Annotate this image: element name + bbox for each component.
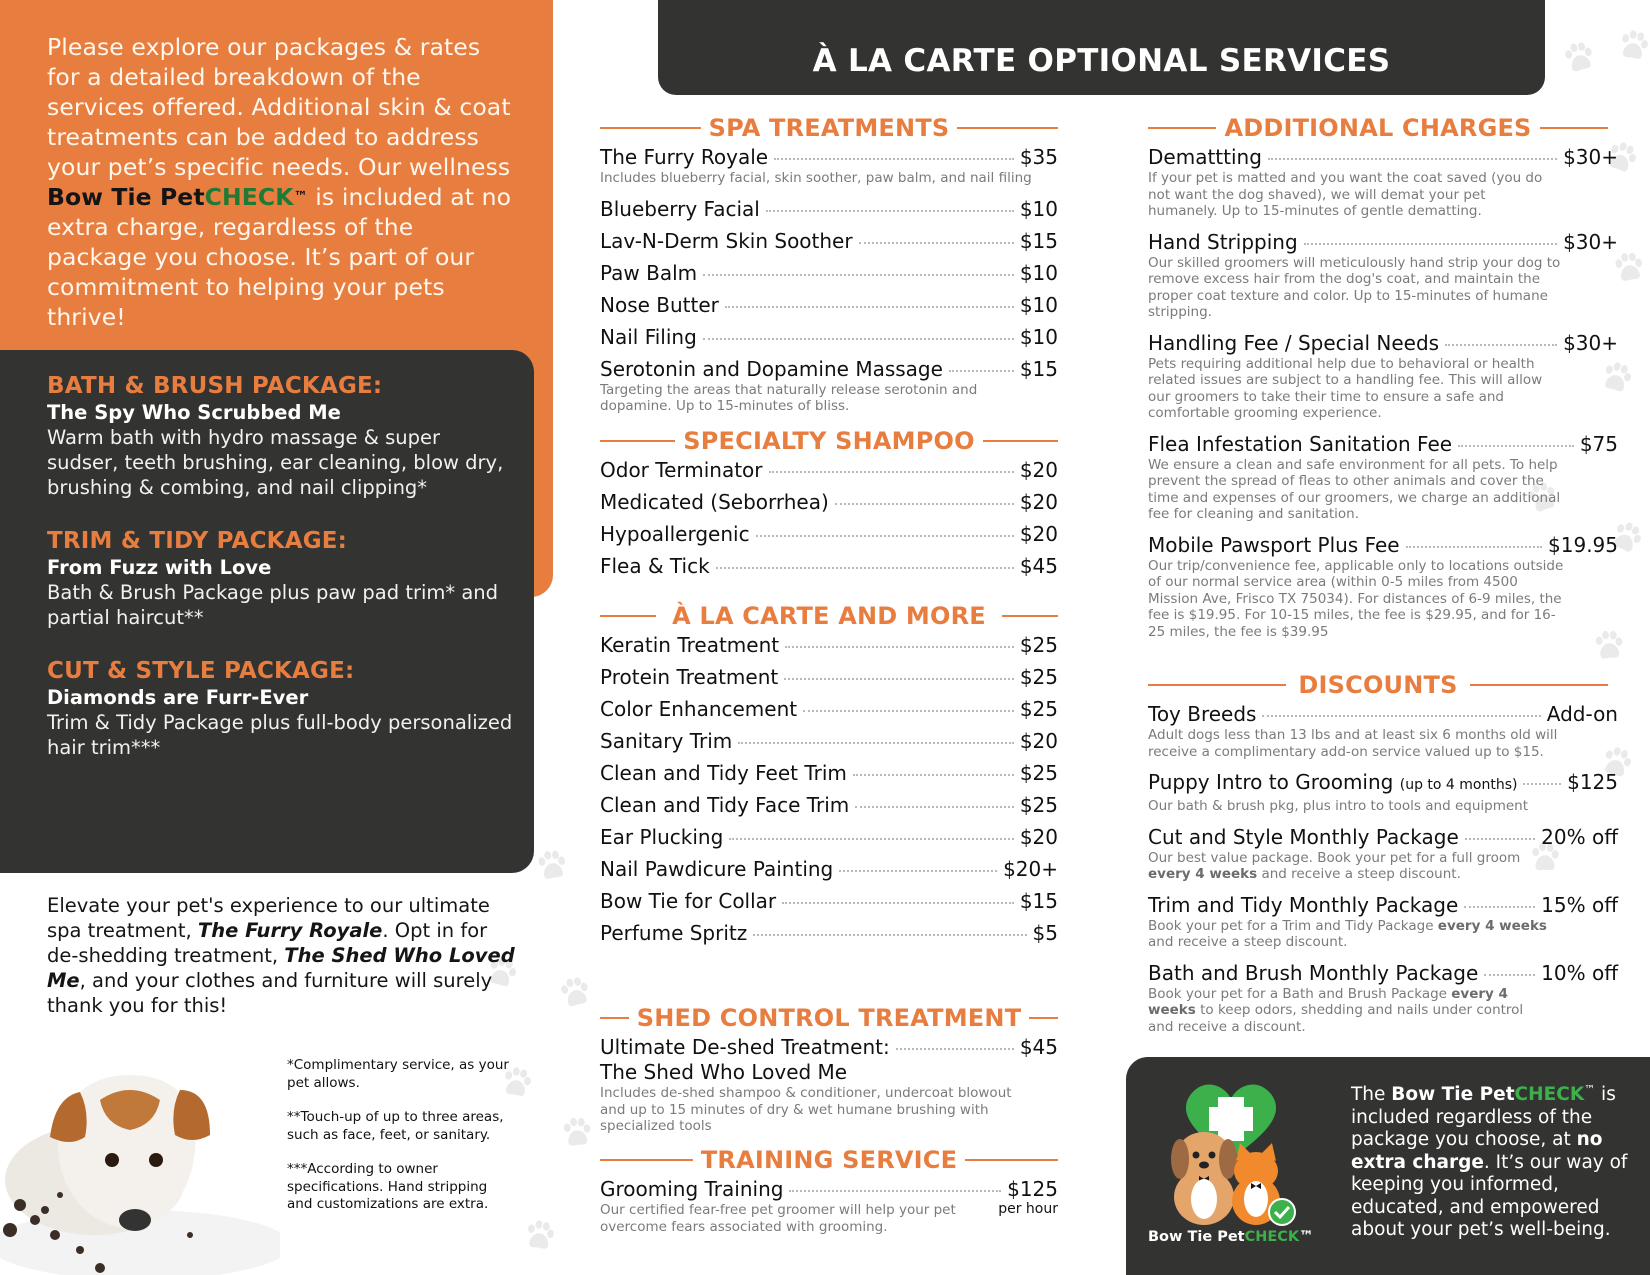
price-item: Cut and Style Monthly Package 20% off Our best value package. Book your pet for a full groom every 4 weeks and receive a steep discount. xyxy=(1148,824,1618,882)
package-title: CUT & STYLE PACKAGE: xyxy=(47,658,355,684)
section-training-service xyxy=(600,1145,1058,1242)
item-description: If your pet is matted and you want the coat saved (you do not want the dog shaved), we will demat your pet humanely. Up to 15-minutes of gentle dematting. xyxy=(1148,170,1543,219)
price: $25 xyxy=(1019,793,1058,817)
dog-photo xyxy=(0,1030,280,1275)
petcheck-description: The Bow Tie PetCHECK™ is included regardless of the package you choose, at no extra charge. It’s our way of keeping you informed, educated, and empowered about your pet’s well-being. xyxy=(1351,1083,1628,1241)
item-description: Targeting the areas that naturally release serotonin and dopamine. Up to 15-minutes of bliss. xyxy=(600,381,978,414)
price-item: Paw Balm $10 xyxy=(600,260,1058,285)
footnote: ***According to owner specifications. Hand stripping and customizations are extra. xyxy=(287,1161,489,1212)
price: Add-on xyxy=(1546,702,1618,726)
brand-check: CHECK xyxy=(204,183,294,211)
item-description: We ensure a clean and safe environment for all pets. To help prevent the spread of fleas to other animals and cover the time and expenses of our groomers, we charge an additional fee for cleaning and sanitation. xyxy=(1148,456,1561,522)
price: $20 xyxy=(1019,490,1058,514)
package-cut-style xyxy=(47,657,517,760)
price-item: Clean and Tidy Face Trim $25 xyxy=(600,793,1058,817)
section-specialty-shampoo xyxy=(600,426,1058,586)
price-item: Odor Terminator $20 xyxy=(600,458,1058,482)
elevate-promo-text: Elevate your pet's experience to our ultimate spa treatment, The Furry Royale. Opt in for de-shedding treatment, The Shed Who Loved Me, and your clothes and furniture will surely thank you for this! xyxy=(47,894,515,1017)
price-unit: per hour xyxy=(998,1201,1058,1217)
price-item: Ear Plucking $20 xyxy=(600,825,1058,849)
price: $25 xyxy=(1019,761,1058,785)
package-description: Bath & Brush Package plus paw pad trim* and partial haircut** xyxy=(47,581,499,629)
section-title: DISCOUNTS xyxy=(1298,671,1458,699)
price: $125 xyxy=(1567,770,1618,794)
price: $25 xyxy=(1019,633,1058,657)
header-banner xyxy=(658,0,1545,95)
petcheck-info-box xyxy=(1126,1057,1650,1275)
section-spa-treatments xyxy=(600,113,1058,422)
price: $10 xyxy=(1019,260,1058,285)
section-title: SHED CONTROL TREATMENT xyxy=(636,1004,1022,1032)
item-description: Book your pet for a Bath and Brush Package every 4 weeks to keep odors, shedding and nails under control and receive a discount. xyxy=(1148,985,1524,1035)
footnote: **Touch-up of up to three areas, such as face, feet, or sanitary. xyxy=(287,1109,504,1143)
item-description: Our trip/convenience fee, applicable only to locations outside of our normal service area (within 0-5 miles from 4500 Mission Ave, Frisco TX 75034). For distances of 6-9 miles, the fee is $19.95. For 10-15 miles, the fee is $29.95, and for 16-25 miles, the fee is $39.95 xyxy=(1148,557,1564,640)
price: $20+ xyxy=(1003,857,1058,881)
packages-panel xyxy=(0,350,534,873)
footnotes xyxy=(287,1057,512,1231)
divider xyxy=(600,127,701,129)
petcheck-logo-label: Bow Tie PetCHECK™ xyxy=(1148,1229,1314,1245)
item-description: Our skilled groomers will meticulously hand strip your dog to remove excess hair from the dog's coat, and maintain the proper coat texture and color. Up to 15-minutes of humane stripping. xyxy=(1148,254,1561,320)
package-subtitle: Diamonds are Furr-Ever xyxy=(47,686,309,709)
price-item: Keratin Treatment $25 xyxy=(600,633,1058,657)
price-item: Medicated (Seborrhea) $20 xyxy=(600,490,1058,514)
paw-print-icon xyxy=(1614,25,1650,64)
price-item: Bath and Brush Monthly Package 10% off Book your pet for a Bath and Brush Package every 4 weeks to keep odors, shedding and nails under control and receive a discount. xyxy=(1148,960,1618,1035)
item-description: Book your pet for a Trim and Tidy Package every 4 weeks and receive a steep discount. xyxy=(1148,917,1547,950)
price-item: Handling Fee / Special Needs $30+ Pets requiring additional help due to behavioral or health related issues are subject to a handling fee. This will allow our groomers to take their time to ensure a safe and comfortable grooming experience. xyxy=(1148,330,1618,421)
section-a-la-carte-more xyxy=(600,601,1058,953)
paw-print-icon xyxy=(559,1114,596,1151)
price-item: Nail Pawdicure Painting $20+ xyxy=(600,857,1058,881)
price-item: Serotonin and Dopamine Massage $15 Targeting the areas that naturally release serotonin and dopamine. Up to 15-minutes of bliss. xyxy=(600,356,1058,414)
package-subtitle: The Spy Who Scrubbed Me xyxy=(47,401,341,424)
price-item: Color Enhancement $25 xyxy=(600,697,1058,721)
price: $15 xyxy=(1019,356,1058,381)
paw-print-icon xyxy=(554,971,596,1013)
price-item: Toy Breeds Add-on Adult dogs less than 13 lbs and at least six 6 months old will receive a complimentary add-on service valued up to $15. xyxy=(1148,702,1618,760)
price: 10% off xyxy=(1541,960,1618,985)
price: $10 xyxy=(1019,196,1058,221)
price: $15 xyxy=(1019,889,1058,913)
paw-print-icon xyxy=(1558,36,1600,78)
footnote: *Complimentary service, as your pet allows. xyxy=(287,1057,509,1091)
section-title: À LA CARTE AND MORE xyxy=(672,602,986,630)
price-item: Demattting $30+ If your pet is matted and you want the coat saved (you do not want the dog shaved), we will demat your pet humanely. Up to 15-minutes of gentle dematting. xyxy=(1148,145,1618,219)
price-item: Perfume Spritz $5 xyxy=(600,921,1058,945)
price: $15 xyxy=(1019,228,1058,253)
price: $75 xyxy=(1579,431,1618,456)
price: $20 xyxy=(1019,458,1058,482)
package-title: TRIM & TIDY PACKAGE: xyxy=(47,528,348,554)
price: $20 xyxy=(1019,825,1058,849)
price-item: Sanitary Trim $20 xyxy=(600,729,1058,753)
price-item: Mobile Pawsport Plus Fee $19.95 Our trip/convenience fee, applicable only to locations outside of our normal service area (within 0-5 miles from 4500 Mission Ave, Frisco TX 75034). For distances of 6-9 miles, the fee is $19.95. For 10-15 miles, the fee is $29.95, and for 16-25 miles, the fee is $39.95 xyxy=(1148,532,1618,640)
price-item: Nose Butter $10 xyxy=(600,292,1058,317)
price: $10 xyxy=(1019,324,1058,349)
section-additional-charges xyxy=(1148,113,1618,650)
price-item: Flea Infestation Sanitation Fee $75 We ensure a clean and safe environment for all pets. To help prevent the spread of fleas to other animals and cover the time and expenses of our groomers, we charge an additional fee for cleaning and sanitation. xyxy=(1148,431,1618,522)
section-title: ADDITIONAL CHARGES xyxy=(1224,114,1532,142)
package-subtitle: From Fuzz with Love xyxy=(47,556,272,579)
price: $30+ xyxy=(1563,145,1618,169)
price: $19.95 xyxy=(1548,532,1618,557)
price-item: Puppy Intro to Grooming (up to 4 months) $125 Our bath & brush pkg, plus intro to tools and equipment xyxy=(1148,770,1618,814)
price: $45 xyxy=(1019,554,1058,578)
package-description: Warm bath with hydro massage & super sudser, teeth brushing, ear cleaning, blow dry, brushing & combing, and nail clipping* xyxy=(47,426,504,499)
price-item: Nail Filing $10 xyxy=(600,324,1058,349)
item-description: Includes blueberry facial, skin soother, paw balm, and nail filing xyxy=(600,170,1032,186)
price: $45 xyxy=(1019,1035,1058,1059)
price: $25 xyxy=(1019,665,1058,689)
item-description: Our best value package. Book your pet for a full groom every 4 weeks and receive a steep discount. xyxy=(1148,849,1521,882)
package-title: BATH & BRUSH PACKAGE: xyxy=(47,373,383,399)
price-item: Bow Tie for Collar $15 xyxy=(600,889,1058,913)
price-item: Trim and Tidy Monthly Package 15% off Book your pet for a Trim and Tidy Package every 4 weeks and receive a steep discount. xyxy=(1148,892,1618,950)
section-discounts xyxy=(1148,670,1618,1045)
price: $35 xyxy=(1019,145,1058,169)
section-shed-control xyxy=(600,1003,1058,1142)
petcheck-logo-icon xyxy=(1156,1079,1306,1229)
price-item: Hypoallergenic $20 xyxy=(600,522,1058,546)
item-description: Includes de-shed shampoo & conditioner, undercoat blowout and up to 15 minutes of dry & wet humane brushing with specialized tools xyxy=(600,1085,1012,1134)
price: $25 xyxy=(1019,697,1058,721)
item-description: Adult dogs less than 13 lbs and at least six 6 months old will receive a complimentary add-on service valued up to $15. xyxy=(1148,727,1558,760)
price-item: Flea & Tick $45 xyxy=(600,554,1058,578)
intro-text: Please explore our packages & rates for a detailed breakdown of the services offered. Additional skin & coat treatments can be added to address your pet’s specific needs. Our wellness Bow Tie PetCHECK™ is included at no extra charge, regardless of the package you choose. It’s part of our commitment to helping your pets thrive! xyxy=(47,33,512,331)
price-item: Ultimate De-shed Treatment: $45 The Shed Who Loved Me Includes de-shed shampoo & conditioner, undercoat blowout and up to 15 minutes of dry & wet humane brushing with specialized tools xyxy=(600,1035,1058,1134)
price: $5 xyxy=(1032,921,1058,945)
paw-print-icon xyxy=(532,845,571,884)
price: $30+ xyxy=(1563,229,1618,254)
price: $30+ xyxy=(1563,330,1618,355)
price-item: The Furry Royale $35 Includes blueberry facial, skin soother, paw balm, and nail filing xyxy=(600,145,1058,186)
price: $10 xyxy=(1019,292,1058,317)
package-description: Trim & Tidy Package plus full-body personalized hair trim*** xyxy=(47,711,513,759)
package-bath-brush xyxy=(47,372,517,500)
section-title: SPA TREATMENTS xyxy=(708,114,950,142)
item-description: Our bath & brush pkg, plus intro to tools and equipment xyxy=(1148,798,1529,814)
price: $125 xyxy=(1007,1177,1058,1201)
page-title: À LA CARTE OPTIONAL SERVICES xyxy=(812,43,1391,79)
item-description: Our certified fear-free pet groomer will help your pet overcome fears associated with grooming. xyxy=(600,1202,956,1235)
price-item: Protein Treatment $25 xyxy=(600,665,1058,689)
divider xyxy=(957,127,1058,129)
price-item: Lav-N-Derm Skin Soother $15 xyxy=(600,228,1058,253)
item-description: Pets requiring additional help due to behavioral or health related issues are subject to a handling fee. This will allow our groomers to take their time to ensure a safe and comfortable grooming experience. xyxy=(1148,355,1543,421)
package-trim-tidy xyxy=(47,527,517,630)
price-item: Blueberry Facial $10 xyxy=(600,196,1058,221)
section-title: SPECIALTY SHAMPOO xyxy=(683,427,975,455)
price: $20 xyxy=(1019,729,1058,753)
price: $20 xyxy=(1019,522,1058,546)
price-item: Clean and Tidy Feet Trim $25 xyxy=(600,761,1058,785)
brand-name: Bow Tie Pet xyxy=(47,183,205,211)
section-title: TRAINING SERVICE xyxy=(700,1146,958,1174)
price-item: Grooming Training $125 per hour Our certified fear-free pet groomer will help your pet overcome fears associated with grooming. xyxy=(600,1177,1058,1235)
price: 20% off xyxy=(1541,824,1618,849)
paw-print-icon xyxy=(521,1216,559,1254)
price-item: Hand Stripping $30+ Our skilled groomers will meticulously hand strip your dog to remove excess hair from the dog's coat, and maintain the proper coat texture and color. Up to 15-minutes of humane stripping. xyxy=(1148,229,1618,320)
price: 15% off xyxy=(1541,892,1618,917)
